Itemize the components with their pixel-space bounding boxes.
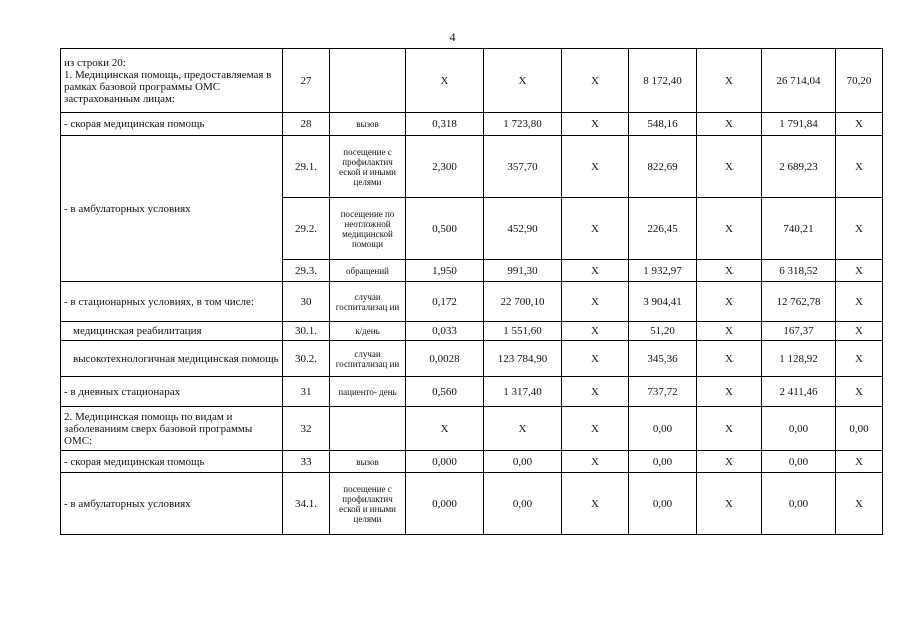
row-cell: 548,16 — [629, 113, 697, 136]
row-cell: 51,20 — [629, 322, 697, 341]
row-cell: Х — [836, 473, 883, 535]
row-cell: Х — [562, 49, 629, 113]
row-cell: 0,000 — [406, 451, 484, 473]
row-cell: 26 714,04 — [762, 49, 836, 113]
row-cell: 740,21 — [762, 198, 836, 260]
row-code: 31 — [283, 377, 330, 407]
row-cell: Х — [484, 49, 562, 113]
row-cell: Х — [836, 451, 883, 473]
row-cell: 1 791,84 — [762, 113, 836, 136]
table-row — [61, 451, 883, 473]
row-cell: Х — [697, 451, 762, 473]
row-cell: Х — [562, 260, 629, 282]
row-unit: вызов — [330, 451, 406, 473]
row-cell: 737,72 — [629, 377, 697, 407]
row-cell: Х — [562, 198, 629, 260]
row-unit: вызов — [330, 113, 406, 136]
row-name: - скорая медицинская помощь — [61, 113, 283, 136]
row-cell: 0,00 — [629, 473, 697, 535]
row-cell: Х — [562, 282, 629, 322]
row-cell: 2 411,46 — [762, 377, 836, 407]
row-cell: 2 689,23 — [762, 136, 836, 198]
row-cell: Х — [697, 377, 762, 407]
table-row — [61, 341, 883, 377]
row-cell: Х — [697, 260, 762, 282]
row-unit: случаи госпитализац ии — [330, 282, 406, 322]
row-cell: 822,69 — [629, 136, 697, 198]
row-name: медицинская реабилитация — [61, 322, 283, 341]
row-cell: Х — [406, 407, 484, 451]
row-cell: 0,172 — [406, 282, 484, 322]
page-number: 4 — [449, 30, 456, 44]
row-cell: 1,950 — [406, 260, 484, 282]
row-name: - в стационарных условиях, в том числе: — [61, 282, 283, 322]
row-cell: 8 172,40 — [629, 49, 697, 113]
row-code: 28 — [283, 113, 330, 136]
table-row — [61, 473, 883, 535]
row-cell: Х — [697, 407, 762, 451]
row-cell: 0,00 — [762, 473, 836, 535]
row-cell: 0,560 — [406, 377, 484, 407]
row-code: 27 — [283, 49, 330, 113]
row-unit — [330, 407, 406, 451]
row-code: 34.1. — [283, 473, 330, 535]
table-row — [61, 136, 883, 198]
row-cell: 123 784,90 — [484, 341, 562, 377]
row-cell: Х — [562, 473, 629, 535]
row-cell: 167,37 — [762, 322, 836, 341]
row-cell: 12 762,78 — [762, 282, 836, 322]
row-cell: Х — [836, 113, 883, 136]
row-cell: 1 932,97 — [629, 260, 697, 282]
row-cell: 0,318 — [406, 113, 484, 136]
row-code: 29.2. — [283, 198, 330, 260]
table-row — [61, 113, 883, 136]
row-cell: Х — [562, 136, 629, 198]
row-cell: Х — [697, 113, 762, 136]
row-code: 29.3. — [283, 260, 330, 282]
row-cell: 357,70 — [484, 136, 562, 198]
row-cell: Х — [562, 113, 629, 136]
row-cell: Х — [836, 341, 883, 377]
row-cell: Х — [484, 407, 562, 451]
row-cell: Х — [836, 377, 883, 407]
row-cell: Х — [836, 260, 883, 282]
row-unit: обращений — [330, 260, 406, 282]
row-cell: Х — [836, 282, 883, 322]
row-unit: пациенто- день — [330, 377, 406, 407]
row-cell: 452,90 — [484, 198, 562, 260]
row-cell: Х — [836, 136, 883, 198]
row-cell: Х — [697, 49, 762, 113]
row-name: - в амбулаторных условиях — [61, 473, 283, 535]
row-cell: Х — [562, 377, 629, 407]
row-name: высокотехнологичная медицинская помощь — [61, 341, 283, 377]
row-name: из строки 20: 1. Медицинская помощь, предоставляемая в рамках базовой программы ОМС застрахованным лицам: — [61, 49, 283, 113]
row-cell: 0,0028 — [406, 341, 484, 377]
row-code: 32 — [283, 407, 330, 451]
table-row — [61, 377, 883, 407]
row-cell: Х — [697, 341, 762, 377]
row-cell: Х — [697, 136, 762, 198]
row-cell: Х — [562, 451, 629, 473]
row-cell: 0,00 — [762, 451, 836, 473]
row-cell: 2,300 — [406, 136, 484, 198]
row-cell: Х — [406, 49, 484, 113]
row-cell: 0,500 — [406, 198, 484, 260]
row-name: - в амбулаторных условиях — [61, 136, 283, 282]
row-cell: 1 551,60 — [484, 322, 562, 341]
row-cell: 1 317,40 — [484, 377, 562, 407]
row-cell: 0,000 — [406, 473, 484, 535]
row-unit — [330, 49, 406, 113]
row-cell: Х — [697, 282, 762, 322]
row-cell: 0,00 — [762, 407, 836, 451]
row-cell: Х — [836, 322, 883, 341]
row-code: 30.1. — [283, 322, 330, 341]
row-cell: Х — [562, 407, 629, 451]
row-name: - скорая медицинская помощь — [61, 451, 283, 473]
row-cell: Х — [836, 198, 883, 260]
row-cell: 0,00 — [836, 407, 883, 451]
row-cell: 0,033 — [406, 322, 484, 341]
row-cell: 345,36 — [629, 341, 697, 377]
row-cell: 0,00 — [629, 451, 697, 473]
row-unit: посещение с профилактич еской и иными целями — [330, 136, 406, 198]
row-code: 30 — [283, 282, 330, 322]
row-code: 30.2. — [283, 341, 330, 377]
row-unit: случаи госпитализац ии — [330, 341, 406, 377]
row-cell: 1 723,80 — [484, 113, 562, 136]
row-unit: посещение по неотложной медицинской помощи — [330, 198, 406, 260]
row-cell: 991,30 — [484, 260, 562, 282]
table-row — [61, 322, 883, 341]
row-cell: 3 904,41 — [629, 282, 697, 322]
row-cell: Х — [697, 473, 762, 535]
row-unit: посещение с профилактич еской и иными целями — [330, 473, 406, 535]
row-code: 29.1. — [283, 136, 330, 198]
table-row — [61, 407, 883, 451]
row-cell: 1 128,92 — [762, 341, 836, 377]
row-unit: к/день — [330, 322, 406, 341]
table-row — [61, 49, 883, 113]
row-cell: 0,00 — [484, 473, 562, 535]
row-cell: 226,45 — [629, 198, 697, 260]
row-cell: 0,00 — [629, 407, 697, 451]
row-name: 2. Медицинская помощь по видам и заболеваниям сверх базовой программы ОМС: — [61, 407, 283, 451]
cost-table — [60, 48, 883, 535]
row-name: - в дневных стационарах — [61, 377, 283, 407]
table-row — [61, 282, 883, 322]
row-cell: 22 700,10 — [484, 282, 562, 322]
row-cell: 6 318,52 — [762, 260, 836, 282]
row-cell: 0,00 — [484, 451, 562, 473]
row-cell: 70,20 — [836, 49, 883, 113]
row-cell: Х — [562, 341, 629, 377]
row-cell: Х — [697, 322, 762, 341]
row-cell: Х — [697, 198, 762, 260]
row-cell: Х — [562, 322, 629, 341]
row-code: 33 — [283, 451, 330, 473]
